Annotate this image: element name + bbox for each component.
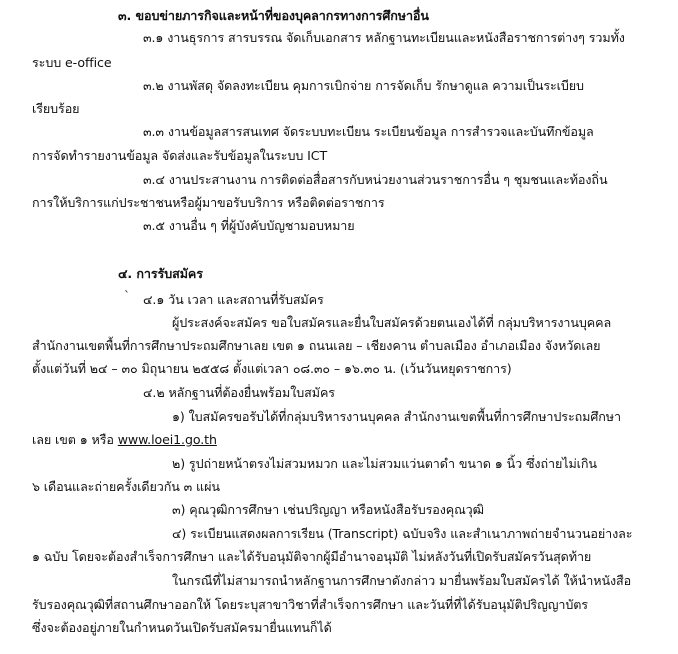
section-4-heading: ๔. การรับสมัคร — [118, 266, 203, 281]
document-4-line-1: ๔) ระเบียนแสดงผลการเรียน (Transcript) ฉบับจริง และสำเนาภาพถ่ายจำนวนอย่างละ — [172, 526, 633, 541]
document-2-line-2: ๖ เดือนและถ่ายครั้งเดียวกัน ๓ แผ่น — [32, 479, 220, 494]
section-4-1-line-3: ตั้งแต่วันที่ ๒๔ – ๓๐ มิถุนายน ๒๕๕๘ ตั้งแต่เวลา ๐๘.๓๐ – ๑๖.๓๐ น. (เว้นวันหยุดราชการ) — [32, 361, 512, 376]
section-3-4-line-1: ๓.๔ งานประสานงาน การติดต่อสื่อสารกับหน่วยงานส่วนราชการอื่น ๆ ชุมชนและท้องถิ่น — [143, 172, 608, 187]
section-3-5-line-1: ๓.๕ งานอื่น ๆ ที่ผู้บังคับบัญชามอบหมาย — [143, 218, 355, 233]
section-3-2-line-2: เรียบร้อย — [32, 101, 80, 116]
document-1-line-2 — [32, 432, 217, 448]
document-1-line-2-prefix: เลย เขต ๑ หรือ — [32, 432, 114, 447]
document-3-line-1: ๓) คุณวุฒิการศึกษา เช่นปริญญา หรือหนังสือรับรองคุณวุฒิ — [172, 502, 484, 517]
section-3-1-line-1: ๓.๑ งานธุรการ สารบรรณ จัดเก็บเอกสาร หลักฐานทะเบียนและหนังสือราชการต่างๆ รวมทั้ง — [143, 30, 625, 45]
section-3-heading: ๓. ขอบข่ายภารกิจและหน้าที่ของบุคลากรทางการศึกษาอื่น — [118, 8, 429, 23]
section-3-3-line-1: ๓.๓ งานข้อมูลสารสนเทศ จัดระบบทะเบียน ระเบียนข้อมูล การสำรวจและบันทึกข้อมูล — [143, 124, 594, 139]
section-3-3-line-2: การจัดทำรายงานข้อมูล จัดส่งและรับข้อมูลในระบบ ICT — [32, 148, 328, 163]
stray-mark: ` — [124, 289, 130, 303]
document-4-line-2: ๑ ฉบับ โดยจะต้องสำเร็จการศึกษา และได้รับอนุมัติจากผู้มีอำนาจอนุมัติ ไม่หลังวันที่เปิดรับสมัครวันสุดท้าย — [32, 549, 592, 564]
section-3-1-line-2: ระบบ e-office — [32, 55, 112, 70]
document-2-line-1: ๒) รูปถ่ายหน้าตรงไม่สวมหมวก และไม่สวมแว่นตาดำ ขนาด ๑ นิ้ว ซึ่งถ่ายไม่เกิน — [172, 456, 597, 471]
section-3-2-line-1: ๓.๒ งานพัสดุ จัดลงทะเบียน คุมการเบิกจ่าย การจัดเก็บ รักษาดูแล ความเป็นระเบียบ — [143, 78, 584, 93]
section-4-1-line-2: สำนักงานเขตพื้นที่การศึกษาประถมศึกษาเลย เขต ๑ ถนนเลย – เชียงคาน ตำบลเมือง อำเภอเมือง จังหวัดเลย — [32, 338, 601, 353]
document-1-line-1: ๑) ใบสมัครขอรับได้ที่กลุ่มบริหารงานบุคคล สำนักงานเขตพื้นที่การศึกษาประถมศึกษา — [172, 409, 621, 424]
section-4-2-title: ๔.๒ หลักฐานที่ต้องยื่นพร้อมใบสมัคร — [143, 385, 335, 400]
note-line-2: รับรองคุณวุฒิที่สถานศึกษาออกให้ โดยระบุสาขาวิชาที่สำเร็จการศึกษา และวันที่ที่ได้รับอนุมัติปริญญาบัตร — [32, 597, 588, 612]
application-website-link[interactable]: www.loei1.go.th — [117, 432, 217, 447]
section-4-1-title: ๔.๑ วัน เวลา และสถานที่รับสมัคร — [143, 292, 324, 307]
section-3-4-line-2: การให้บริการแก่ประชาชนหรือผู้มาขอรับบริการ หรือติดต่อราชการ — [32, 195, 385, 210]
note-line-3: ซึ่งจะต้องอยู่ภายในกำหนดวันเปิดรับสมัครมายื่นแทนก็ได้ — [32, 620, 332, 635]
section-4-1-line-1: ผู้ประสงค์จะสมัคร ขอใบสมัครและยื่นใบสมัครด้วยตนเองได้ที่ กลุ่มบริหารงานบุคคล — [172, 315, 612, 330]
note-line-1: ในกรณีที่ไม่สามารถนำหลักฐานการศึกษาดังกล่าว มายื่นพร้อมใบสมัครได้ ให้นำหนังสือ — [172, 573, 632, 588]
